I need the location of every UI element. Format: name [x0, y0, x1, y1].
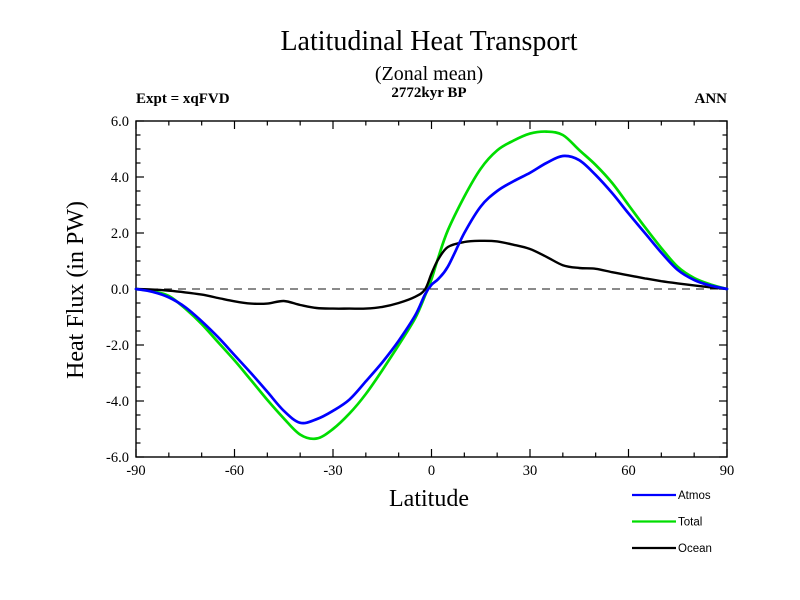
- y-tick-label: -2.0: [106, 338, 129, 354]
- series-line-ocean: [136, 241, 727, 309]
- y-tick-label: 2.0: [110, 226, 129, 242]
- x-tick-label: -30: [323, 463, 343, 479]
- legend-label-total: Total: [678, 516, 703, 529]
- y-tick-label: 4.0: [110, 170, 129, 186]
- season-annotation: ANN: [694, 91, 727, 107]
- x-tick-label: 90: [719, 463, 735, 479]
- y-tick-label: -4.0: [106, 394, 129, 410]
- x-tick-label: -90: [126, 463, 146, 479]
- y-tick-label: -6.0: [106, 450, 129, 466]
- x-tick-label: 30: [522, 463, 538, 479]
- experiment-annotation: Expt = xqFVD: [136, 91, 230, 107]
- legend-label-ocean: Ocean: [678, 543, 712, 555]
- x-axis-title: Latitude: [389, 486, 469, 512]
- x-tick-label: 60: [621, 463, 636, 479]
- x-tick-label: -60: [224, 463, 245, 479]
- chart-title: Latitudinal Heat Transport: [280, 26, 578, 57]
- y-axis-title: Heat Flux (in PW): [63, 201, 89, 379]
- chart-subtitle: (Zonal mean): [374, 63, 484, 85]
- time-annotation: 2772kyr BP: [391, 85, 467, 101]
- y-tick-label: 0.0: [110, 282, 129, 298]
- legend-label-atmos: Atmos: [678, 490, 711, 502]
- y-tick-label: 6.0: [110, 114, 129, 130]
- x-tick-label: 0: [427, 463, 436, 479]
